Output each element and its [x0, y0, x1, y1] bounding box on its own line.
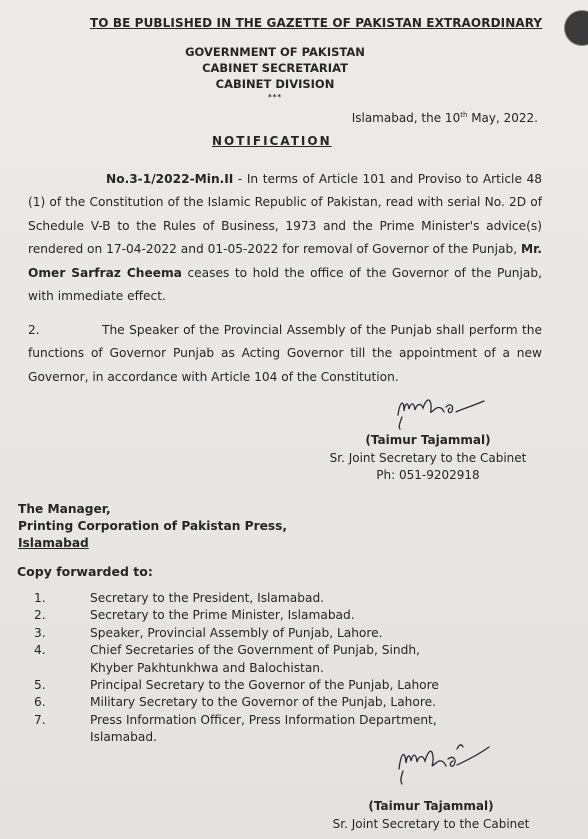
copy-list-item-number: [28, 660, 90, 677]
gazette-heading: TO BE PUBLISHED IN THE GAZETTE OF PAKISTAN EXTRAORDINARY: [90, 16, 543, 30]
copy-list-item-number: 5.: [34, 678, 46, 693]
header-division: CABINET DIVISION: [215, 77, 335, 91]
copy-list-item-number: 4.: [34, 643, 46, 658]
header-government: GOVERNMENT OF PAKISTAN: [185, 45, 365, 59]
copy-forwarded-heading: Copy forwarded to:: [17, 564, 153, 579]
copy-list-item-text: Speaker, Provincial Assembly of Punjab, Lahore.: [90, 625, 383, 640]
copy-list-item-number: 3.: [34, 625, 46, 640]
copy-forwarded-list: [28, 590, 568, 747]
copy-list-item-number: 2.: [34, 608, 46, 623]
copy-list-item: [28, 642, 568, 659]
copy-list-item-text: Secretary to the Prime Minister, Islamabad.: [90, 608, 355, 623]
signatory-designation: Sr. Joint Secretary to the Cabinet: [329, 450, 527, 465]
header-stars: ***: [268, 93, 282, 101]
copy-list-item-number: [28, 729, 90, 746]
paragraph-2-number: 2.: [28, 323, 40, 337]
copy-list-item-number: 1.: [34, 591, 46, 605]
addressee-block: [18, 501, 287, 552]
paragraph-2: 2. The Speaker of the Provincial Assembly of the Punjab shall perform the functions of Governor Punjab as Acting Governor till the appointment of a new Governor, in accordance with Article 104 of the Constitution.: [28, 319, 542, 389]
signatory-block: [318, 432, 538, 485]
signatory-2-designation: Sr. Joint Secretary to the Cabinet: [332, 816, 530, 831]
paragraph-1: No.3-1/2022-Min.II - In terms of Article 101 and Proviso to Article 48 (1) of the Constitution of the Islamic Republic of Pakistan, read with serial No. 2D of Schedule V-B to the Rules of Business, 1973 and the Prime Minister's advice(s) rendered on 17-04-2022 and 01-05-2022 for removal of Governor of the Punjab, Mr. Omer Sarfraz Cheema ceases to hold the office of the Governor of the Punjab, with immediate effect.: [28, 172, 542, 304]
signature-2-image: [393, 735, 503, 787]
copy-list-item-text: Islamabad.: [90, 730, 157, 745]
copy-list-item: [28, 660, 568, 677]
copy-list-item-text: Khyber Pakhtunkhwa and Balochistan.: [90, 660, 324, 675]
copy-list-item-text: Principal Secretary to the Governor of the Punjab, Lahore: [90, 678, 439, 693]
copy-list-item: [28, 694, 568, 711]
signature-1-image: [390, 393, 500, 433]
copy-list-item-text: Military Secretary to the Governor of the Punjab, Lahore.: [90, 695, 436, 710]
signatory-2-name: (Taimur Tajammal): [368, 799, 494, 813]
date-line: Islamabad, the 10th May, 2022.: [351, 111, 538, 125]
share-button[interactable]: [564, 10, 588, 46]
addressee-line-2: Printing Corporation of Pakistan Press,: [18, 519, 287, 533]
signatory-phone: Ph: 051-9202918: [376, 468, 480, 482]
copy-list-item: [28, 607, 568, 624]
signatory-block-2: [316, 798, 546, 833]
copy-list-item-text: Secretary to the President, Islamabad.: [90, 591, 325, 605]
copy-list-item-number: 7.: [34, 712, 46, 727]
notification-reference: No.3-1/2022-Min.II: [106, 172, 234, 186]
notification-title: NOTIFICATION: [212, 134, 332, 148]
copy-list-item: [28, 590, 568, 607]
addressee-line-1: The Manager,: [18, 502, 111, 516]
governor-name: Mr. Omer Sarfraz Cheema: [28, 242, 542, 280]
copy-list-item: [28, 677, 568, 694]
header-secretariat: CABINET SECRETARIAT: [202, 61, 348, 75]
copy-list-item-text: Chief Secretaries of the Government of Punjab, Sindh,: [90, 643, 420, 658]
copy-list-item: [28, 712, 568, 729]
copy-list-item-number: 6.: [34, 695, 46, 710]
addressee-line-3: Islamabad: [18, 536, 89, 550]
copy-list-item: [28, 625, 568, 642]
copy-list-item-text: Press Information Officer, Press Information Department,: [90, 712, 437, 727]
signatory-name: (Taimur Tajammal): [365, 433, 491, 447]
